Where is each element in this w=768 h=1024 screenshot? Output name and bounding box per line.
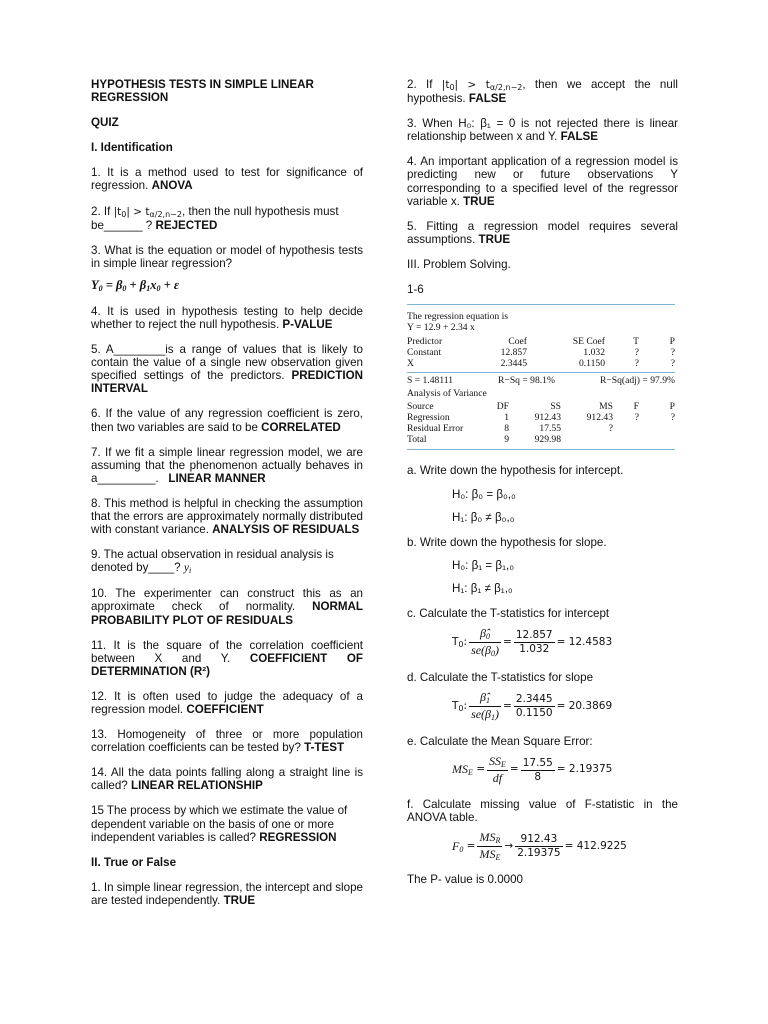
section-problem-solving: III. Problem Solving. xyxy=(407,257,511,271)
problem-e: e. Calculate the Mean Square Error: xyxy=(407,735,593,749)
fraction-values: $\frac{12.857}{1.032}$ xyxy=(515,628,553,656)
result: = 412.9225 xyxy=(564,840,627,852)
result: = 20.3869 xyxy=(556,699,613,712)
hypothesis-b-null: H₀: β₁ = β₁,₀ xyxy=(452,558,515,572)
hypothesis-b-alt: H₁: β₁ ≠ β₁,₀ xyxy=(452,581,513,595)
anova-row: Residual Error 8 17.55 ? xyxy=(407,423,613,435)
anova-row: Regression 1 912.43 912.43 ? ? xyxy=(407,412,675,424)
model-equation: $Y_0 = \beta_0 + \beta_1x_0 + \varepsilon$ xyxy=(91,277,179,293)
regression-eq: Y = 12.9 + 2.34 x xyxy=(407,322,475,334)
anova-table xyxy=(407,401,675,445)
question-14: 14. All the data points falling along a straight line is called? LINEAR RELATIONSHIP xyxy=(91,766,363,793)
question-13: 13. Homogeneity of three or more population correlation coefficients can be tested by? T-TEST xyxy=(91,728,363,755)
r-sq-adj: R−Sq(adj) = 97.9% xyxy=(599,375,675,387)
question-8: 8. This method is helpful in checking the assumption that the errors are approximately normally distributed with constant variance. ANALYSIS OF RESIDUALS xyxy=(91,496,363,537)
question-5: 5. A________is a range of values that is likely to contain the value of a single new observation given specified settings of the predictors. PREDICTION INTERVAL xyxy=(91,343,363,396)
question-3: 3. What is the equation or model of hypothesis tests in simple linear regression? xyxy=(91,243,363,270)
regression-eq-title: The regression equation is xyxy=(407,311,508,323)
result: = 2.19375 xyxy=(556,763,613,776)
regression-output xyxy=(407,304,675,450)
section-identification: I. Identification xyxy=(91,141,173,155)
t-condition-math-2: $|t_0| > t_{\alpha/2,n-2}$ xyxy=(441,79,523,92)
anova-row: Total 9 929.98 xyxy=(407,434,561,446)
tf-question-1: 1. In simple linear regression, the intercept and slope are tested independently. TRUE xyxy=(91,880,363,907)
question-1: 1. It is a method used to test for significance of regression. ANOVA xyxy=(91,166,363,193)
fit-stats xyxy=(407,375,675,386)
fraction: $\frac{\betâ_1}{se(\beta_1)}$ xyxy=(471,690,500,723)
fraction: $\frac{SS_E}{df}$ xyxy=(489,754,506,786)
problem-d: d. Calculate the T-statistics for slope xyxy=(407,671,594,685)
tf-question-2: 2. If $|t_0| > t_{\alpha/2,n-2}$, then we accept the null hypothesis. FALSE xyxy=(407,78,678,106)
coef-table xyxy=(407,336,675,369)
formula-e: $MS_E$ = $\frac{SS_E}{df}$ = $\frac{17.55}{8}$ = 2.19375 xyxy=(452,754,613,786)
question-12: 12. It is often used to judge the adequacy of a regression model. COEFFICIENT xyxy=(91,689,363,716)
question-4: 4. It is used in hypothesis testing to help decide whether to reject the null hypothesis. P-VALUE xyxy=(91,304,363,331)
question-2: 2. If $|t_0| > t_{\alpha/2,n-2}$, then the null hypothesis must be______ ? REJECTED xyxy=(91,204,339,232)
tf-question-5: 5. Fitting a regression model requires several assumptions. TRUE xyxy=(407,219,678,246)
question-7: 7. If we fit a simple linear regression model, we are assuming that the phenomenon actually behaves in a_________. LINEAR MANNER xyxy=(91,445,363,485)
question-11: 11. It is the square of the correlation coefficient between X and Y. COEFFICIENT OF DETERMINATION (R²) xyxy=(91,638,363,678)
fraction-values: $\frac{17.55}{8}$ xyxy=(522,756,553,783)
question-9: 9. The actual observation in residual analysis is denoted by____? $y_i$ xyxy=(91,548,334,576)
p-value-statement: The P- value is 0.0000 xyxy=(407,873,524,887)
s-value: S = 1.48111 xyxy=(407,375,454,387)
fraction: $\frac{\betâ_0}{se(\beta_0)}$ xyxy=(471,626,500,659)
t-condition-math: $|t_0| > t_{\alpha/2,n-2}$ xyxy=(113,205,182,219)
question-6: 6. If the value of any regression coefficient is zero, then two variables are said to be CORRELATED xyxy=(91,407,363,434)
coef-row: Constant 12.857 1.032 ? ? xyxy=(407,347,675,359)
hypothesis-a-null: H₀: β₀ = β₀,₀ xyxy=(452,487,516,501)
anova-header-row: Source DF SS MS F P xyxy=(407,401,675,413)
left-column xyxy=(91,78,363,907)
problem-range: 1-6 xyxy=(407,282,424,296)
quiz-heading: QUIZ xyxy=(91,116,119,130)
formula-c: $T_0$: $\frac{\betâ_0}{se(\beta_0)}$ = $\frac{12.857}{1.032}$ = 12.4583 xyxy=(452,626,613,659)
section-true-false: II. True or False xyxy=(91,855,177,869)
coef-row: X 2.3445 0.1150 ? ? xyxy=(407,358,675,370)
formula-f: $F_0$ = $\frac{MS_R}{MS_E}$ → $\frac{912.43}{2.19375}$ = 412.9225 xyxy=(452,830,627,863)
fraction-values: $\frac{912.43}{2.19375}$ xyxy=(517,833,561,860)
coef-header-row: Predictor Coef SE Coef T P xyxy=(407,336,675,348)
fraction: $\frac{MS_R}{MS_E}$ xyxy=(479,830,501,863)
hypothesis-a-alt: H₁: β₀ ≠ β₀,₀ xyxy=(452,510,515,524)
fraction-values: $\frac{2.3445}{0.1150}$ xyxy=(515,693,553,720)
tf-question-3: 3. When H₀: β₁ = 0 is not rejected there is linear relationship between x and Y. FALSE xyxy=(407,117,678,144)
result: = 12.4583 xyxy=(556,635,613,648)
question-10: 10. The experimenter can construct this as an approximate check of normality. NORMAL PROBABILITY PLOT OF RESIDUALS xyxy=(91,587,363,627)
problem-b: b. Write down the hypothesis for slope. xyxy=(407,535,607,549)
question-15: 15 The process by which we estimate the value of dependent variable on the basis of one or more independent variables is called? REGRESSION xyxy=(91,804,348,844)
divider xyxy=(407,372,675,373)
anova-title: Analysis of Variance xyxy=(407,388,487,400)
problem-c: c. Calculate the T-statistics for intercept xyxy=(407,606,610,620)
formula-d: $T_0$: $\frac{\betâ_1}{se(\beta_1)}$ = $\frac{2.3445}{0.1150}$ = 20.3869 xyxy=(452,690,613,723)
r-sq: R−Sq = 98.1% xyxy=(498,375,555,387)
tf-question-4: 4. An important application of a regression model is predicting new or future observations Y corresponding to a specified level of the regressor variable x. TRUE xyxy=(407,155,678,208)
y-i-symbol: $y_i$ xyxy=(183,561,192,576)
problem-a: a. Write down the hypothesis for intercept. xyxy=(407,464,624,478)
document-title: HYPOTHESIS TESTS IN SIMPLE LINEAR REGRESSION xyxy=(91,78,314,105)
right-column xyxy=(407,78,678,887)
problem-f: f. Calculate missing value of F-statistic in the ANOVA table. xyxy=(407,798,678,825)
